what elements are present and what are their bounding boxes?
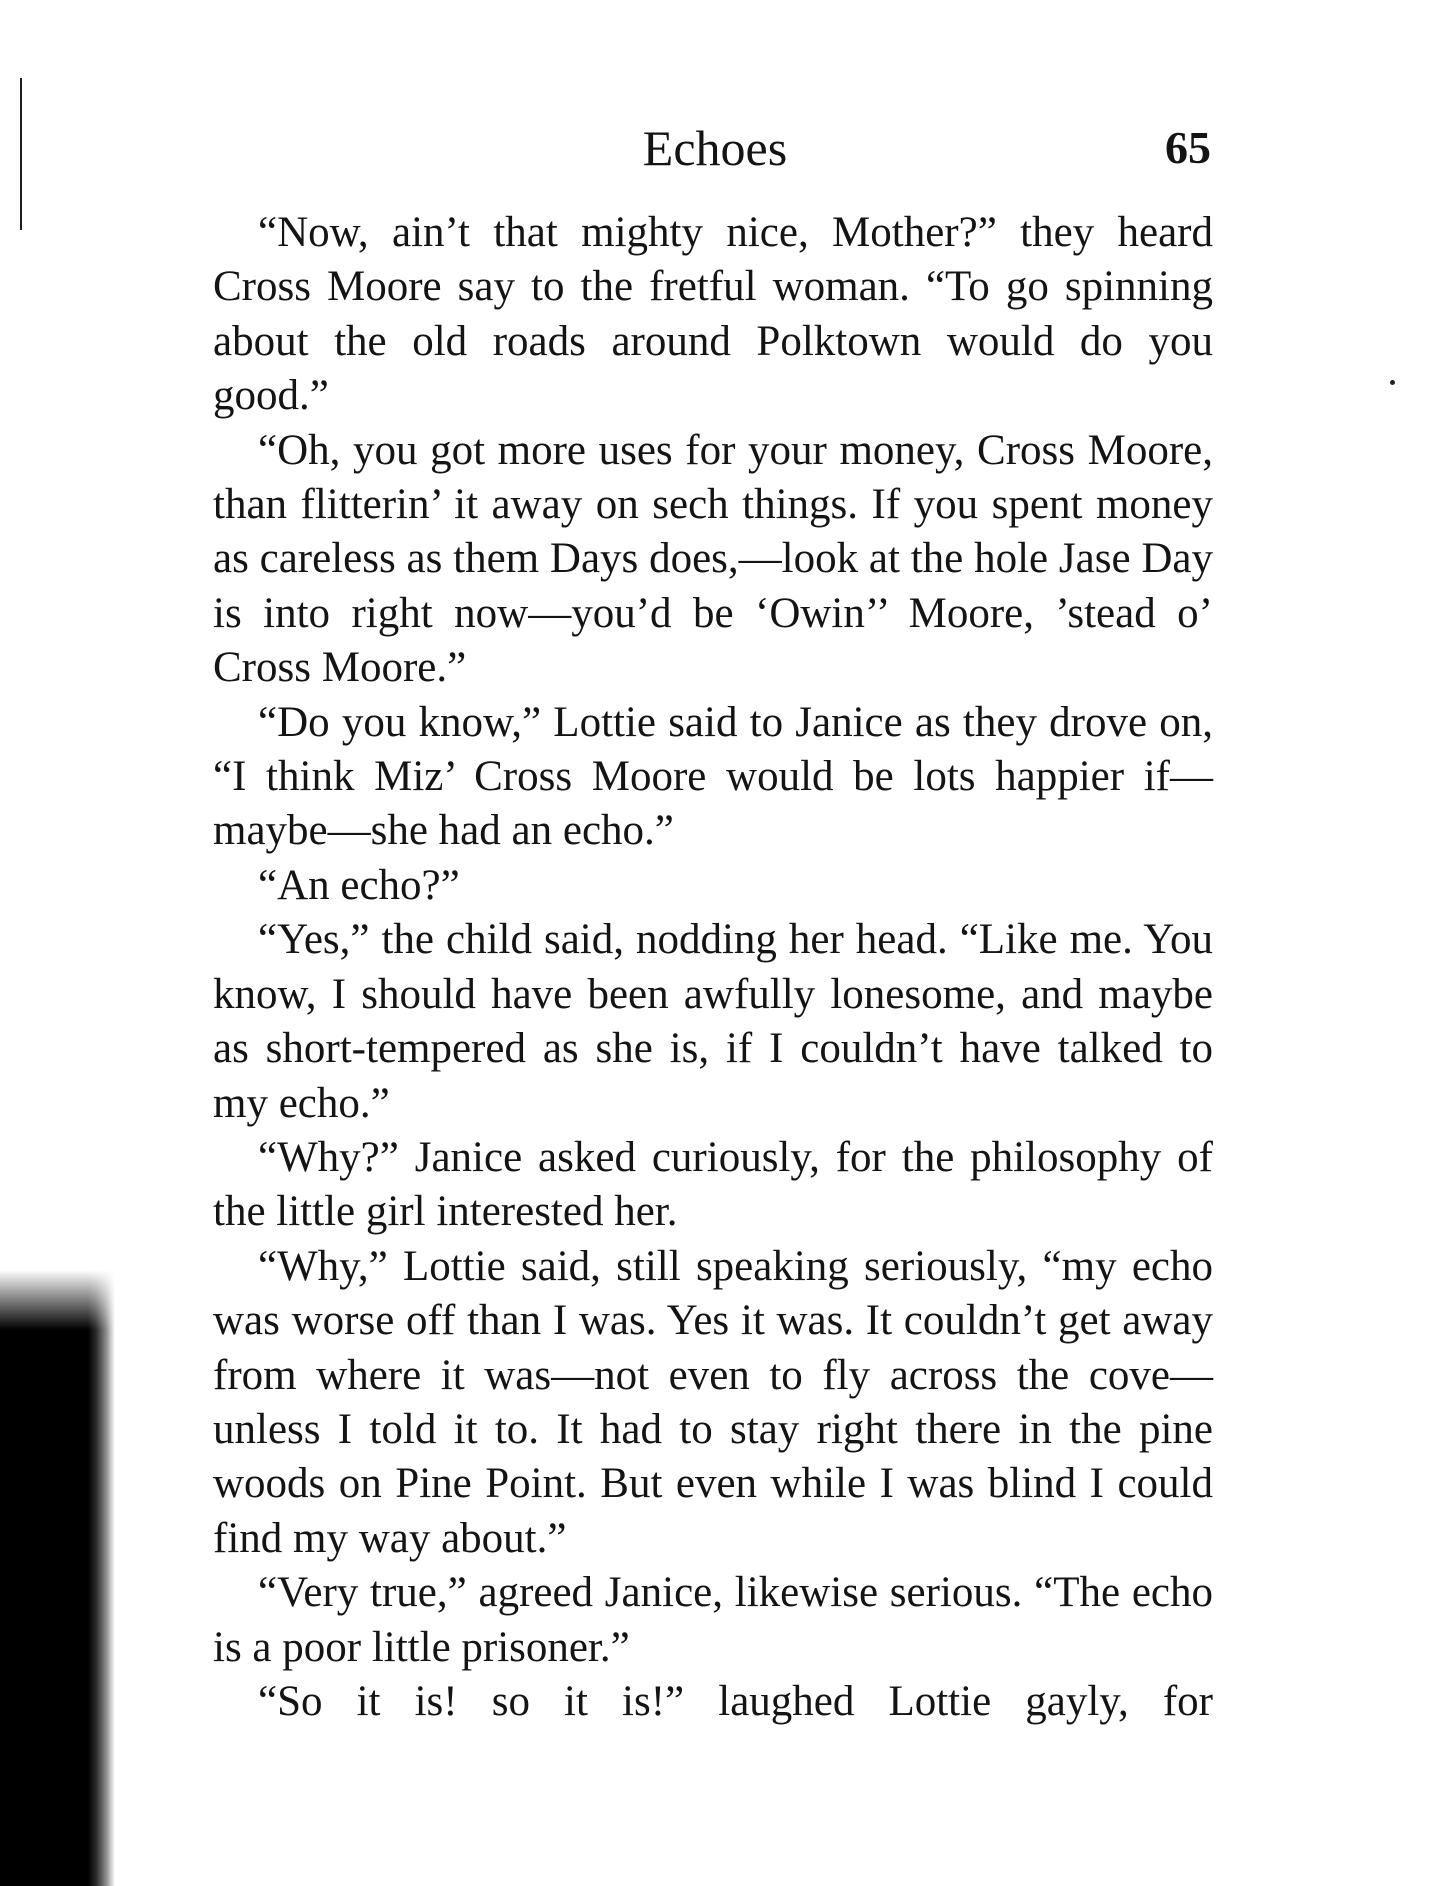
page-number: 65 [1165,122,1211,173]
page-edge-fade [0,1270,115,1330]
paragraph: “Oh, you got more uses for your money, Cross Moore, than flitterin’ it away on sech things. If you spent money as careless as them Days does,—look at the hole Jase Day is into right now—you’d be ‘Owin’’ Moore, ’stead o’ Cross Moore.” [213,426,1213,692]
page-edge-shadow [0,1270,115,1886]
paragraph: “An echo?” [258,861,460,909]
scan-speck [1390,380,1395,385]
paragraph: “Why?” Janice asked curiously, for the philosophy of the little girl interested her. [213,1133,1213,1236]
running-head [0,118,1447,178]
paragraph: “Now, ain’t that mighty nice, Mother?” they heard Cross Moore say to the fretful woman. “To go spinning about the old roads around Polktown would do you good.” [213,209,1213,420]
paragraph: “Do you know,” Lottie said to Janice as they drove on, “I think Miz’ Cross Moore would be lots happier if—maybe—she had an echo.” [213,698,1213,855]
body-text [213,206,1213,1729]
paragraph: “Yes,” the child said, nodding her head. “Like me. You know, I should have been awfully lonesome, and maybe as short-tempered as she is, if I couldn’t have talked to my echo.” [213,916,1213,1127]
paragraph: “So it is! so it is!” laughed Lottie gayly, for [258,1677,1213,1725]
running-title: Echoes [642,120,788,176]
paragraph: “Why,” Lottie said, still speaking seriously, “my echo was worse off than I was. Yes it was. It couldn’t get away from where it was—not even to fly across the cove—unless I told it to. It had to stay right there in the pine woods on Pine Point. But even while I was blind I could find my way about.” [213,1242,1213,1562]
paragraph: “Very true,” agreed Janice, likewise serious. “The echo is a poor little prisoner.” [213,1569,1213,1671]
